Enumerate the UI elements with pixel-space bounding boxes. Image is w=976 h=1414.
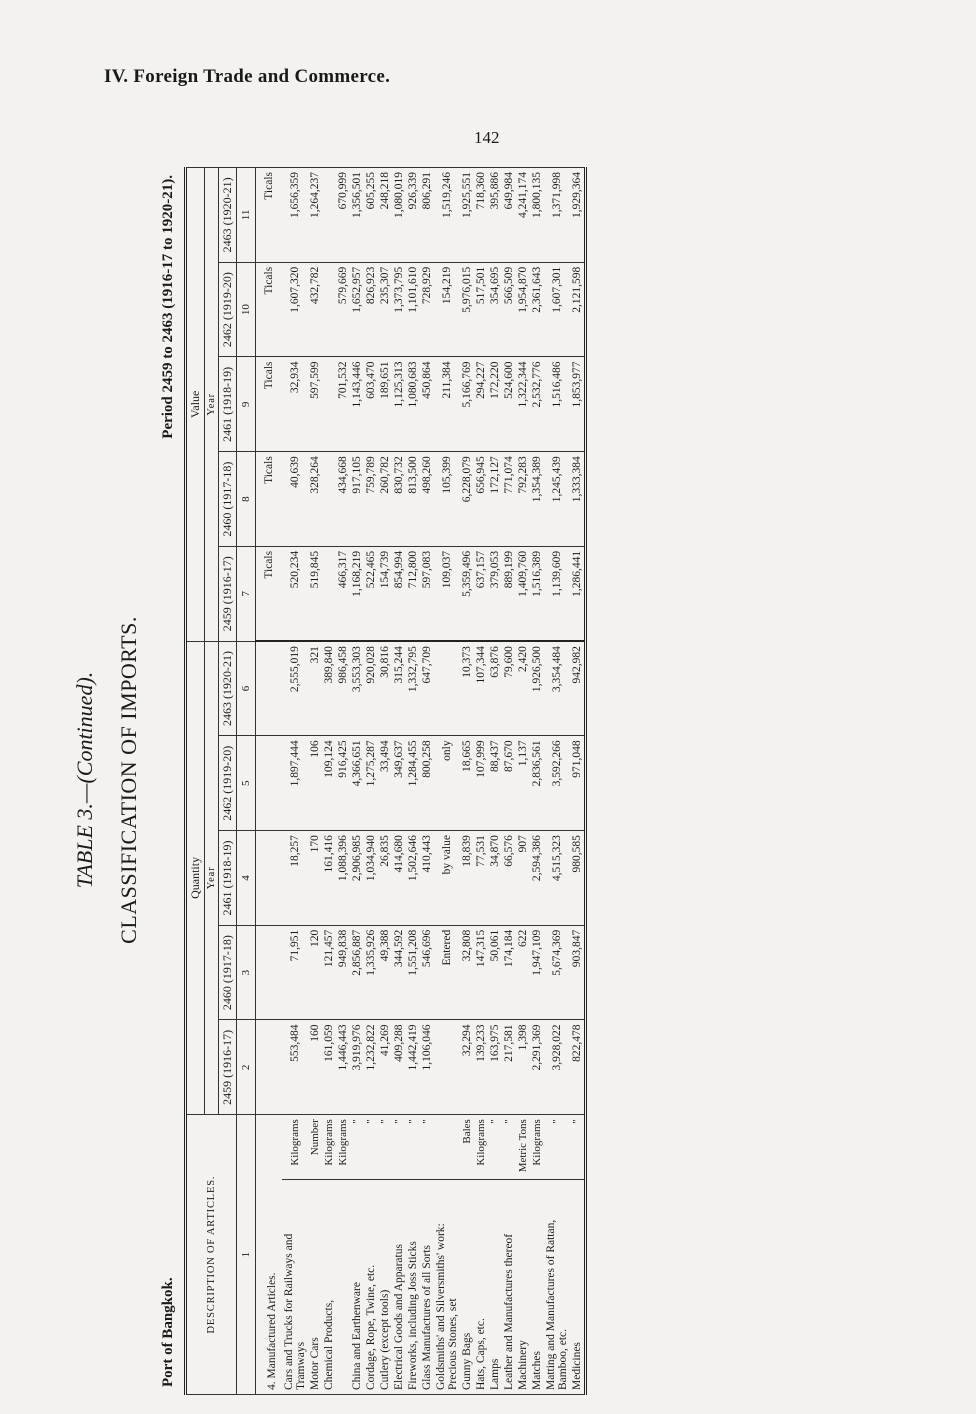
value-cell: 597,599 xyxy=(308,357,322,452)
year-header: 2461 (1918-19) xyxy=(219,357,237,452)
value-cell: 566,509 xyxy=(502,262,516,357)
quantity-cell: only xyxy=(434,736,460,831)
article-description: Cutlery (except tools) xyxy=(378,1179,392,1394)
unit-cell: " xyxy=(570,1115,586,1180)
quantity-cell: 949,838 xyxy=(336,925,350,1020)
quantity-cell: 315,244 xyxy=(392,641,406,736)
value-cell: 656,945 xyxy=(474,452,488,547)
value-cell: 712,800 xyxy=(406,546,420,641)
quantity-cell: 971,048 xyxy=(570,736,586,831)
value-cell: 1,286,441 xyxy=(570,546,586,641)
quantity-cell: 63,876 xyxy=(488,641,502,736)
table-subtitle: CLASSIFICATION OF IMPORTS. xyxy=(116,616,141,944)
quantity-cell: 1,947,109 xyxy=(530,925,544,1020)
value-cell: 926,339 xyxy=(406,168,420,263)
quantity-cell: 147,315 xyxy=(474,925,488,1020)
value-cell: 1,607,301 xyxy=(544,262,570,357)
value-cell: 379,053 xyxy=(488,546,502,641)
unit-cell xyxy=(434,1115,460,1180)
value-cell xyxy=(322,168,336,263)
quantity-cell: 170 xyxy=(308,831,322,926)
value-cell: 498,260 xyxy=(420,452,434,547)
quantity-cell: 49,388 xyxy=(378,925,392,1020)
column-number: 6 xyxy=(237,641,256,736)
value-cell: 211,384 xyxy=(434,357,460,452)
quantity-cell: 986,458 xyxy=(336,641,350,736)
quantity-cell: 4,515,323 xyxy=(544,831,570,926)
article-description: Gunny Bags xyxy=(460,1179,474,1394)
quantity-cell: 18,665 xyxy=(460,736,474,831)
quantity-cell: 10,373 xyxy=(460,641,474,736)
year-header: 2461 (1918-19) xyxy=(219,831,237,926)
value-cell: 759,789 xyxy=(364,452,378,547)
quantity-cell: Entered xyxy=(434,925,460,1020)
unit-cell: Metric Tons xyxy=(516,1115,530,1180)
quantity-cell: 41,269 xyxy=(378,1020,392,1115)
quantity-cell: 163,975 xyxy=(488,1020,502,1115)
quantity-cell: 2,856,887 xyxy=(350,925,364,1020)
section-heading: 4. Manufactured Articles. xyxy=(256,1115,283,1395)
value-cell: 172,220 xyxy=(488,357,502,452)
value-cell: 1,333,384 xyxy=(570,452,586,547)
year-header: 2463 (1920-21) xyxy=(219,641,237,736)
column-number: 8 xyxy=(237,452,256,547)
table-row xyxy=(530,168,544,1395)
quantity-cell: 1,551,208 xyxy=(406,925,420,1020)
quantity-cell: 903,847 xyxy=(570,925,586,1020)
unit-cell: Number xyxy=(308,1115,322,1180)
column-number: 3 xyxy=(237,925,256,1020)
unit-cell: Kilograms xyxy=(282,1115,308,1180)
value-cell: 154,739 xyxy=(378,546,392,641)
value-header: Value xyxy=(186,168,205,642)
value-cell: 1,800,135 xyxy=(530,168,544,263)
value-cell: 1,656,359 xyxy=(282,168,308,263)
quantity-cell: 161,059 xyxy=(322,1020,336,1115)
value-cell: 1,607,320 xyxy=(282,262,308,357)
quantity-cell xyxy=(434,1020,460,1115)
quantity-cell: 414,680 xyxy=(392,831,406,926)
value-cell: 235,307 xyxy=(378,262,392,357)
article-description: Glass Manufactures of all Sorts xyxy=(420,1179,434,1394)
quantity-cell: 109,124 xyxy=(322,736,336,831)
column-number: 9 xyxy=(237,357,256,452)
quantity-cell: 1,088,396 xyxy=(336,831,350,926)
value-cell: 813,500 xyxy=(406,452,420,547)
quantity-cell: 88,437 xyxy=(488,736,502,831)
table-row xyxy=(544,168,570,1395)
value-cell: 524,600 xyxy=(502,357,516,452)
article-description: Matting and Manufactures of Rattan, Bamboo, etc. xyxy=(544,1179,570,1394)
value-cell: 6,228,079 xyxy=(460,452,474,547)
value-cell: 2,532,776 xyxy=(530,357,544,452)
quantity-cell: 349,637 xyxy=(392,736,406,831)
quantity-cell: 26,835 xyxy=(378,831,392,926)
value-cell: 1,322,344 xyxy=(516,357,530,452)
value-cell: 1,925,551 xyxy=(460,168,474,263)
page-number: 142 xyxy=(474,128,500,147)
value-cell: 520,234 xyxy=(282,546,308,641)
value-cell: 917,105 xyxy=(350,452,364,547)
quantity-cell: 71,951 xyxy=(282,925,308,1020)
value-cell: 5,359,496 xyxy=(460,546,474,641)
article-description: Motor Cars xyxy=(308,1179,322,1394)
quantity-cell: 87,670 xyxy=(502,736,516,831)
value-cell: 718,360 xyxy=(474,168,488,263)
article-description: Fireworks, including Joss Sticks xyxy=(406,1179,420,1394)
table-row xyxy=(392,168,406,1395)
table-body xyxy=(256,168,586,1395)
quantity-cell: 121,457 xyxy=(322,925,336,1020)
quantity-cell: 2,420 xyxy=(516,641,530,736)
quantity-cell: 344,592 xyxy=(392,925,406,1020)
value-cell: 32,934 xyxy=(282,357,308,452)
ticals-unit: Ticals xyxy=(256,168,283,263)
unit-cell: " xyxy=(420,1115,434,1180)
imports-table xyxy=(184,167,587,1395)
quantity-cell: 5,674,369 xyxy=(544,925,570,1020)
ticals-unit: Ticals xyxy=(256,262,283,357)
unit-cell: Kilograms xyxy=(322,1115,336,1180)
quantity-cell: 942,982 xyxy=(570,641,586,736)
quantity-cell: by value xyxy=(434,831,460,926)
quantity-cell: 2,555,019 xyxy=(282,641,308,736)
table-row xyxy=(282,168,308,1395)
value-cell: 1,168,219 xyxy=(350,546,364,641)
value-cell xyxy=(322,546,336,641)
value-cell: 432,782 xyxy=(308,262,322,357)
quantity-cell: 33,494 xyxy=(378,736,392,831)
value-cell: 1,929,364 xyxy=(570,168,586,263)
quantity-cell: 1,137 xyxy=(516,736,530,831)
unit-cell: Kilograms xyxy=(336,1115,350,1180)
quantity-cell: 4,366,651 xyxy=(350,736,364,831)
value-cell: 1,516,486 xyxy=(544,357,570,452)
year-header: 2463 (1920-21) xyxy=(219,168,237,263)
port-label: Port of Bangkok. xyxy=(160,1277,176,1387)
quantity-cell: 1,398 xyxy=(516,1020,530,1115)
quantity-cell: 32,808 xyxy=(460,925,474,1020)
rotated-table-region xyxy=(60,165,920,1395)
unit-cell: " xyxy=(364,1115,378,1180)
value-cell: 728,929 xyxy=(420,262,434,357)
quantity-header: Quantity xyxy=(186,641,205,1115)
year-header: 2460 (1917-18) xyxy=(219,925,237,1020)
quantity-cell: 622 xyxy=(516,925,530,1020)
value-cell: 603,470 xyxy=(364,357,378,452)
column-number: 11 xyxy=(237,168,256,263)
value-cell: 1,954,870 xyxy=(516,262,530,357)
column-number: 7 xyxy=(237,546,256,641)
table-row xyxy=(350,168,364,1395)
quantity-cell: 34,870 xyxy=(488,831,502,926)
value-cell: 109,037 xyxy=(434,546,460,641)
quantity-cell: 3,919,976 xyxy=(350,1020,364,1115)
value-cell: 649,984 xyxy=(502,168,516,263)
value-cell: 1,853,977 xyxy=(570,357,586,452)
unit-cell: Kilograms xyxy=(530,1115,544,1180)
article-description: Hats, Caps, etc. xyxy=(474,1179,488,1394)
unit-cell: " xyxy=(406,1115,420,1180)
value-cell: 605,255 xyxy=(364,168,378,263)
value-cell xyxy=(322,357,336,452)
quantity-cell: 2,906,985 xyxy=(350,831,364,926)
quantity-cell: 321 xyxy=(308,641,322,736)
column-number: 2 xyxy=(237,1020,256,1115)
value-cell: 1,139,609 xyxy=(544,546,570,641)
column-number: 1 xyxy=(237,1115,256,1395)
quantity-cell: 822,478 xyxy=(570,1020,586,1115)
table-title: TABLE 3.—(Continued). xyxy=(72,671,97,889)
quantity-cell: 161,416 xyxy=(322,831,336,926)
column-number: 4 xyxy=(237,831,256,926)
quantity-cell: 800,258 xyxy=(420,736,434,831)
quantity-cell: 18,839 xyxy=(460,831,474,926)
quantity-cell: 1,034,940 xyxy=(364,831,378,926)
value-cell: 1,373,795 xyxy=(392,262,406,357)
value-cell: 248,218 xyxy=(378,168,392,263)
quantity-cell: 18,257 xyxy=(282,831,308,926)
article-description: Cordage, Rope, Twine, etc. xyxy=(364,1179,378,1394)
quantity-cell: 647,709 xyxy=(420,641,434,736)
quantity-cell: 1,106,046 xyxy=(420,1020,434,1115)
quantity-cell: 907 xyxy=(516,831,530,926)
value-cell: 328,264 xyxy=(308,452,322,547)
quantity-cell: 106 xyxy=(308,736,322,831)
article-description: Chemical Products, xyxy=(322,1179,336,1394)
quantity-cell: 916,425 xyxy=(336,736,350,831)
quantity-cell: 2,594,386 xyxy=(530,831,544,926)
value-cell: 2,361,643 xyxy=(530,262,544,357)
quantity-cell: 3,354,484 xyxy=(544,641,570,736)
value-cell: 395,886 xyxy=(488,168,502,263)
table-row xyxy=(460,168,474,1395)
description-header: DESCRIPTION OF ARTICLES. xyxy=(186,1115,237,1395)
value-cell: 519,845 xyxy=(308,546,322,641)
value-cell: 1,143,446 xyxy=(350,357,364,452)
quantity-cell: 3,592,266 xyxy=(544,736,570,831)
value-year-header: Year xyxy=(205,168,219,642)
quantity-cell: 217,581 xyxy=(502,1020,516,1115)
article-description: Leather and Manufactures thereof xyxy=(502,1179,516,1394)
quantity-cell: 389,840 xyxy=(322,641,336,736)
quantity-cell: 3,928,022 xyxy=(544,1020,570,1115)
value-cell: 354,695 xyxy=(488,262,502,357)
year-header: 2459 (1916-17) xyxy=(219,546,237,641)
year-header: 2460 (1917-18) xyxy=(219,452,237,547)
ticals-unit: Ticals xyxy=(256,546,283,641)
value-cell: 830,732 xyxy=(392,452,406,547)
quantity-cell: 1,332,795 xyxy=(406,641,420,736)
quantity-cell: 1,442,419 xyxy=(406,1020,420,1115)
value-cell: 5,166,769 xyxy=(460,357,474,452)
column-number: 10 xyxy=(237,262,256,357)
value-cell: 854,994 xyxy=(392,546,406,641)
unit-cell: " xyxy=(488,1115,502,1180)
quantity-cell: 1,897,444 xyxy=(282,736,308,831)
value-cell: 1,080,683 xyxy=(406,357,420,452)
quantity-cell: 174,184 xyxy=(502,925,516,1020)
value-cell: 637,157 xyxy=(474,546,488,641)
quantity-cell: 66,576 xyxy=(502,831,516,926)
quantity-cell: 30,816 xyxy=(378,641,392,736)
unit-cell: " xyxy=(378,1115,392,1180)
quantity-cell: 2,291,369 xyxy=(530,1020,544,1115)
value-cell xyxy=(322,262,336,357)
value-cell: 294,227 xyxy=(474,357,488,452)
unit-cell: Kilograms xyxy=(474,1115,488,1180)
value-cell: 579,669 xyxy=(336,262,350,357)
value-cell: 670,999 xyxy=(336,168,350,263)
table-row xyxy=(406,168,420,1395)
quantity-cell: 980,585 xyxy=(570,831,586,926)
value-cell: 1,080,019 xyxy=(392,168,406,263)
table-row xyxy=(474,168,488,1395)
year-header: 2462 (1919-20) xyxy=(219,262,237,357)
value-cell: 260,782 xyxy=(378,452,392,547)
article-description: China and Earthenware xyxy=(350,1179,364,1394)
value-cell: 1,516,389 xyxy=(530,546,544,641)
article-description xyxy=(336,1179,350,1394)
quantity-cell: 1,275,287 xyxy=(364,736,378,831)
value-cell: 701,532 xyxy=(336,357,350,452)
table-row xyxy=(378,168,392,1395)
quantity-cell: 2,836,561 xyxy=(530,736,544,831)
quantity-cell xyxy=(434,641,460,736)
quantity-cell: 107,999 xyxy=(474,736,488,831)
table-row xyxy=(570,168,586,1395)
table-row xyxy=(502,168,516,1395)
table-row xyxy=(516,168,530,1395)
value-cell: 154,219 xyxy=(434,262,460,357)
quantity-cell: 32,294 xyxy=(460,1020,474,1115)
quantity-cell: 1,335,926 xyxy=(364,925,378,1020)
value-cell: 172,127 xyxy=(488,452,502,547)
value-cell: 1,354,389 xyxy=(530,452,544,547)
quantity-cell: 107,344 xyxy=(474,641,488,736)
quantity-cell: 410,443 xyxy=(420,831,434,926)
value-cell: 517,501 xyxy=(474,262,488,357)
value-cell: 1,356,501 xyxy=(350,168,364,263)
article-description: Lamps xyxy=(488,1179,502,1394)
value-cell: 434,668 xyxy=(336,452,350,547)
value-cell: 4,241,174 xyxy=(516,168,530,263)
quantity-cell: 160 xyxy=(308,1020,322,1115)
article-description: Matches xyxy=(530,1179,544,1394)
table-row xyxy=(420,168,434,1395)
article-description: Medicines xyxy=(570,1179,586,1394)
quantity-cell: 3,553,303 xyxy=(350,641,364,736)
quantity-cell: 120 xyxy=(308,925,322,1020)
column-number: 5 xyxy=(237,736,256,831)
quantity-cell: 1,502,646 xyxy=(406,831,420,926)
unit-cell: Bales xyxy=(460,1115,474,1180)
value-cell: 826,923 xyxy=(364,262,378,357)
year-header: 2462 (1919-20) xyxy=(219,736,237,831)
unit-cell: " xyxy=(544,1115,570,1180)
value-cell: 1,245,439 xyxy=(544,452,570,547)
value-cell: 597,083 xyxy=(420,546,434,641)
table-row xyxy=(434,168,460,1395)
value-cell: 792,283 xyxy=(516,452,530,547)
article-description: Electrical Goods and Apparatus xyxy=(392,1179,406,1394)
table-row xyxy=(308,168,322,1395)
article-description: Cars and Trucks for Railways and Tramways xyxy=(282,1179,308,1394)
value-cell: 1,409,760 xyxy=(516,546,530,641)
quantity-cell: 1,926,500 xyxy=(530,641,544,736)
unit-cell: " xyxy=(350,1115,364,1180)
value-cell: 1,371,998 xyxy=(544,168,570,263)
value-cell: 5,976,015 xyxy=(460,262,474,357)
value-cell: 806,291 xyxy=(420,168,434,263)
quantity-cell: 139,233 xyxy=(474,1020,488,1115)
quantity-cell: 1,446,443 xyxy=(336,1020,350,1115)
value-cell xyxy=(322,452,336,547)
table-row xyxy=(336,168,350,1395)
table-row xyxy=(322,168,336,1395)
value-cell: 522,465 xyxy=(364,546,378,641)
article-description: Machinery xyxy=(516,1179,530,1394)
value-cell: 889,199 xyxy=(502,546,516,641)
ticals-unit: Ticals xyxy=(256,357,283,452)
value-cell: 1,519,246 xyxy=(434,168,460,263)
table-row xyxy=(488,168,502,1395)
table-row xyxy=(364,168,378,1395)
quantity-cell: 79,600 xyxy=(502,641,516,736)
quantity-cell: 50,061 xyxy=(488,925,502,1020)
ticals-unit: Ticals xyxy=(256,452,283,547)
value-cell: 105,399 xyxy=(434,452,460,547)
quantity-year-header: Year xyxy=(205,641,219,1115)
period-label: Period 2459 to 2463 (1916-17 to 1920-21). xyxy=(160,175,176,439)
value-cell: 1,101,610 xyxy=(406,262,420,357)
page-header-title: IV. Foreign Trade and Commerce. xyxy=(104,66,391,87)
quantity-cell: 553,484 xyxy=(282,1020,308,1115)
quantity-cell: 77,531 xyxy=(474,831,488,926)
value-cell: 2,121,598 xyxy=(570,262,586,357)
value-cell: 189,651 xyxy=(378,357,392,452)
value-cell: 466,317 xyxy=(336,546,350,641)
article-description: Goldsmiths' and Silversmiths' work: Precious Stones, set xyxy=(434,1179,460,1394)
quantity-cell: 546,696 xyxy=(420,925,434,1020)
quantity-cell: 409,288 xyxy=(392,1020,406,1115)
unit-cell: " xyxy=(392,1115,406,1180)
value-cell: 1,264,237 xyxy=(308,168,322,263)
value-cell: 771,074 xyxy=(502,452,516,547)
value-cell: 1,652,957 xyxy=(350,262,364,357)
value-cell: 1,125,313 xyxy=(392,357,406,452)
year-header: 2459 (1916-17) xyxy=(219,1020,237,1115)
value-cell: 40,639 xyxy=(282,452,308,547)
quantity-cell: 920,028 xyxy=(364,641,378,736)
quantity-cell: 1,284,455 xyxy=(406,736,420,831)
value-cell: 450,864 xyxy=(420,357,434,452)
unit-cell: " xyxy=(502,1115,516,1180)
quantity-cell: 1,232,822 xyxy=(364,1020,378,1115)
